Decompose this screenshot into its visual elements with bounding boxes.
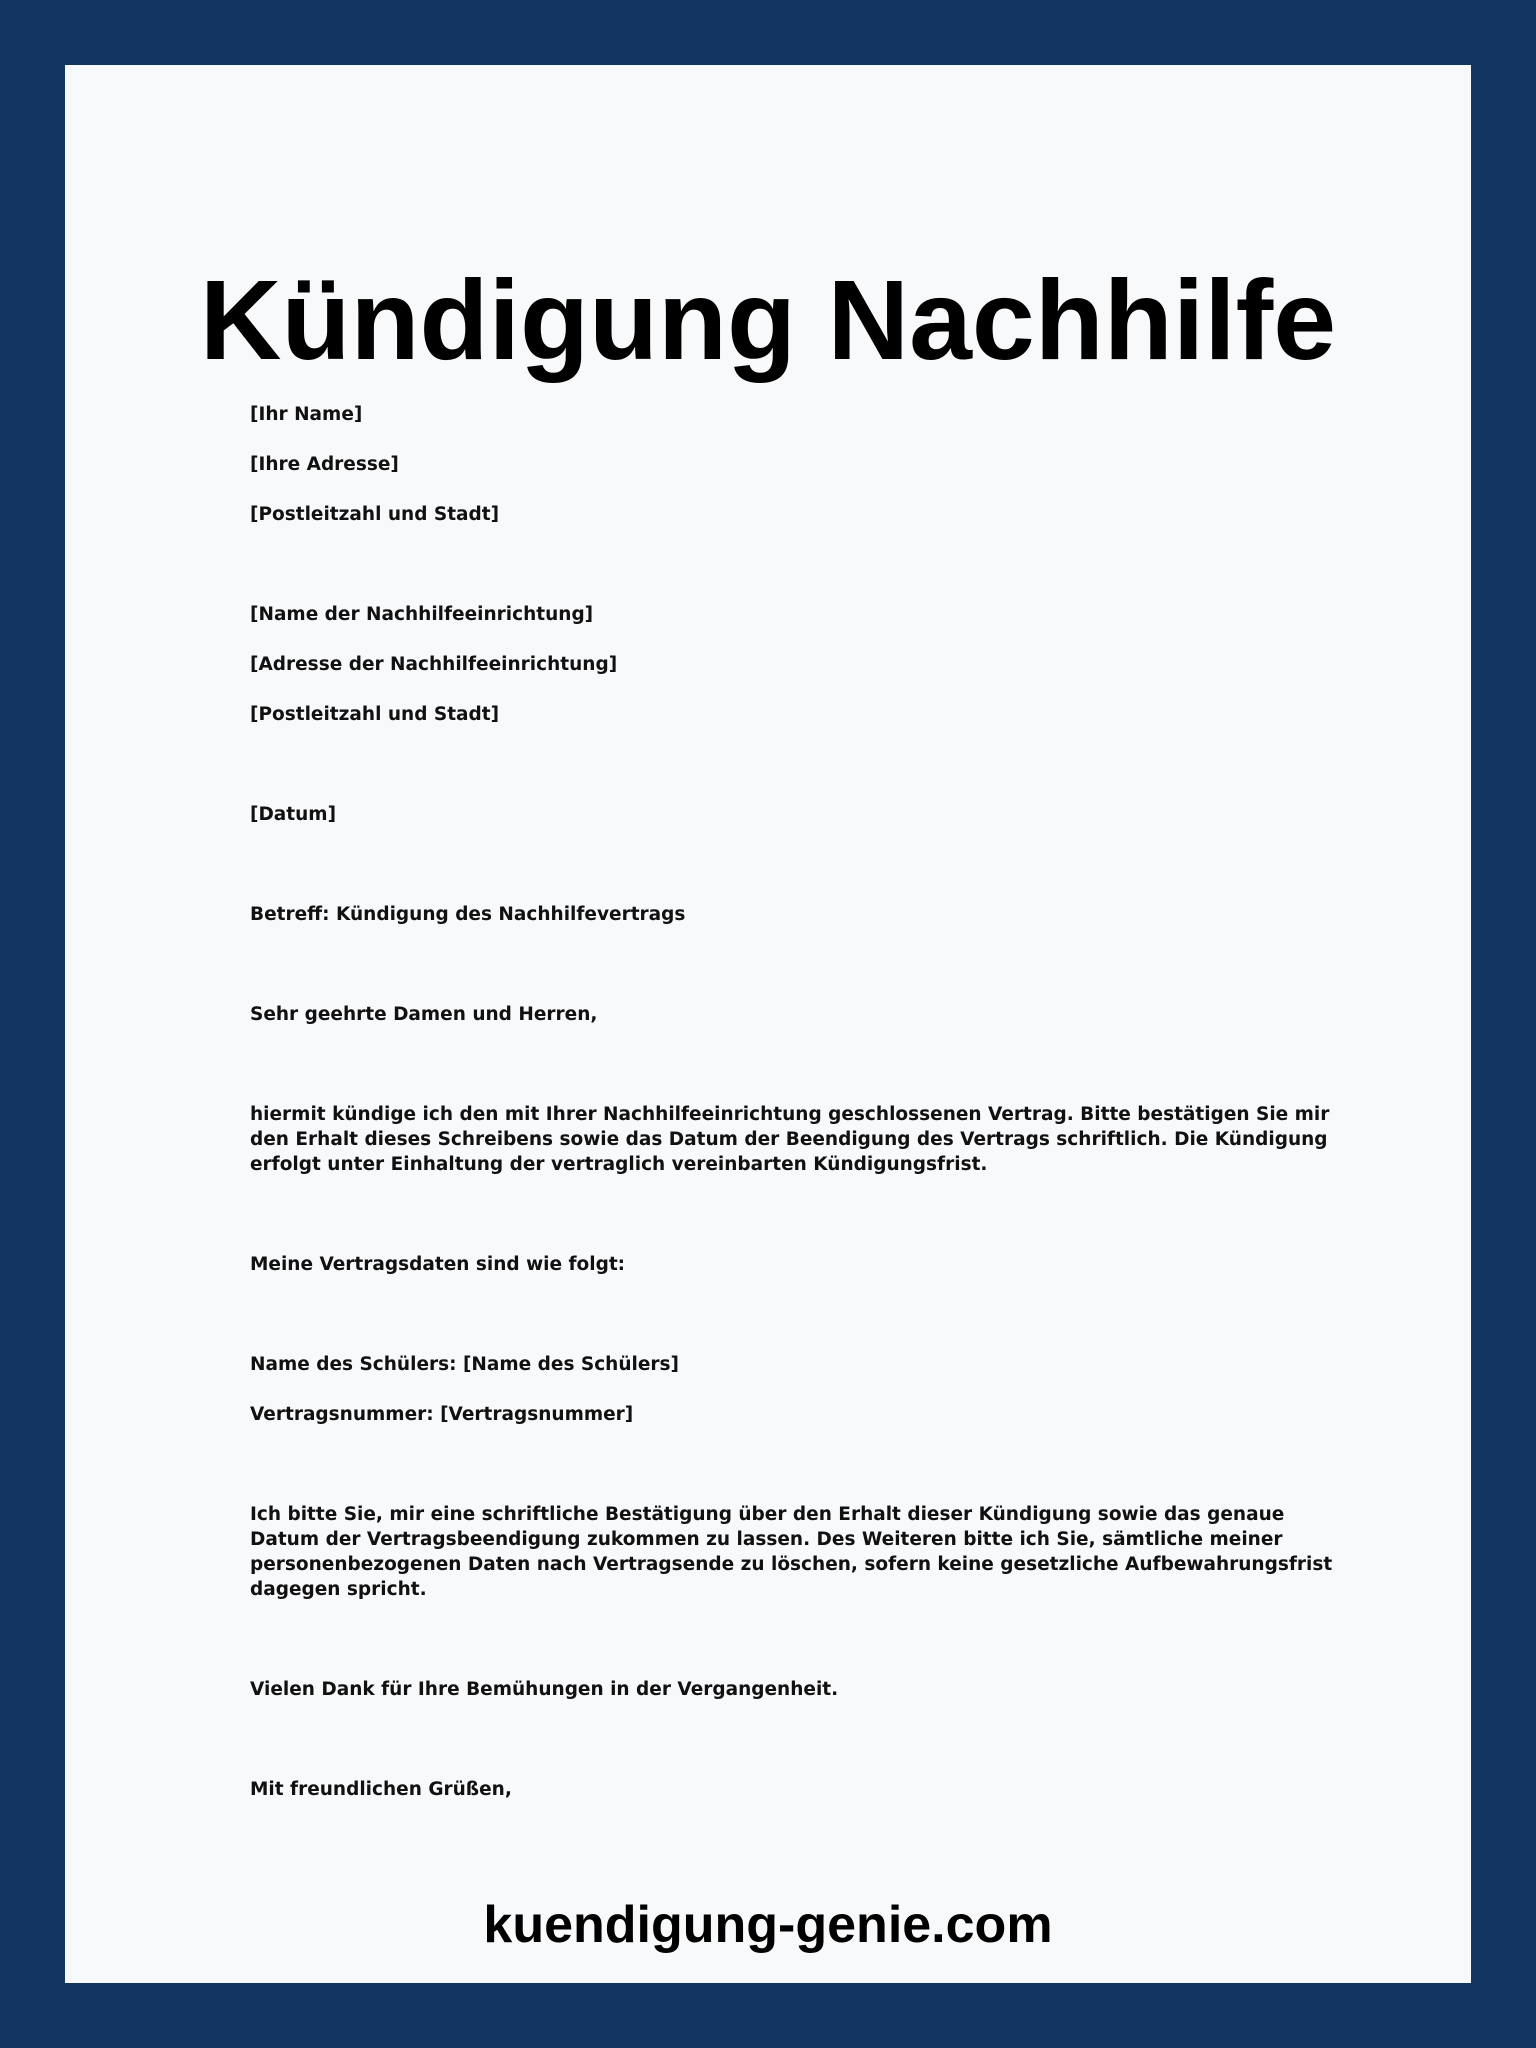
body-paragraph-1: hiermit kündige ich den mit Ihrer Nachhilfeeinrichtung geschlossenen Vertrag. Bitte bestätigen Sie mir den Erhalt dieses Schreibens sowie das Datum der Beendigung des Vertrags schriftlich. Die Kündigung erfolgt unter Einhaltung der vertraglich vereinbarten Kündigungsfrist. xyxy=(250,1104,1330,1175)
contract-data-intro: Meine Vertragsdaten sind wie folgt: xyxy=(250,1254,626,1275)
sender-name: [Ihr Name] xyxy=(250,404,363,425)
footer-site: kuendigung-genie.com xyxy=(483,1896,1053,1954)
letter-body xyxy=(250,402,1350,1802)
letter-closing: Mit freundlichen Grüßen, xyxy=(250,1779,512,1800)
body-paragraph-2: Ich bitte Sie, mir eine schriftliche Bestätigung über den Erhalt dieser Kündigung sowie das genaue Datum der Vertragsbeendigung zukommen zu lassen. Des Weiteren bitte ich Sie, sämtliche meiner personenbezogenen Daten nach Vertragsende zu löschen, sofern keine gesetzliche Aufbewahrungsfrist dagegen spricht. xyxy=(250,1504,1333,1600)
letter-subject: Betreff: Kündigung des Nachhilfevertrags xyxy=(250,904,686,925)
recipient-address: [Adresse der Nachhilfeeinrichtung] xyxy=(250,654,618,675)
contract-number-line: Vertragsnummer: [Vertragsnummer] xyxy=(250,1404,634,1425)
letter-date: [Datum] xyxy=(250,804,337,825)
sender-city: [Postleitzahl und Stadt] xyxy=(250,504,500,525)
letter-title: Kündigung Nachhilfe xyxy=(199,257,1337,383)
letter-salutation: Sehr geehrte Damen und Herren, xyxy=(250,1004,598,1025)
letter-page xyxy=(65,65,1471,1983)
recipient-city: [Postleitzahl und Stadt] xyxy=(250,704,500,725)
recipient-name: [Name der Nachhilfeeinrichtung] xyxy=(250,604,594,625)
sender-address: [Ihre Adresse] xyxy=(250,454,399,475)
thanks-line: Vielen Dank für Ihre Bemühungen in der Vergangenheit. xyxy=(250,1679,839,1700)
student-name-line: Name des Schülers: [Name des Schülers] xyxy=(250,1354,680,1375)
